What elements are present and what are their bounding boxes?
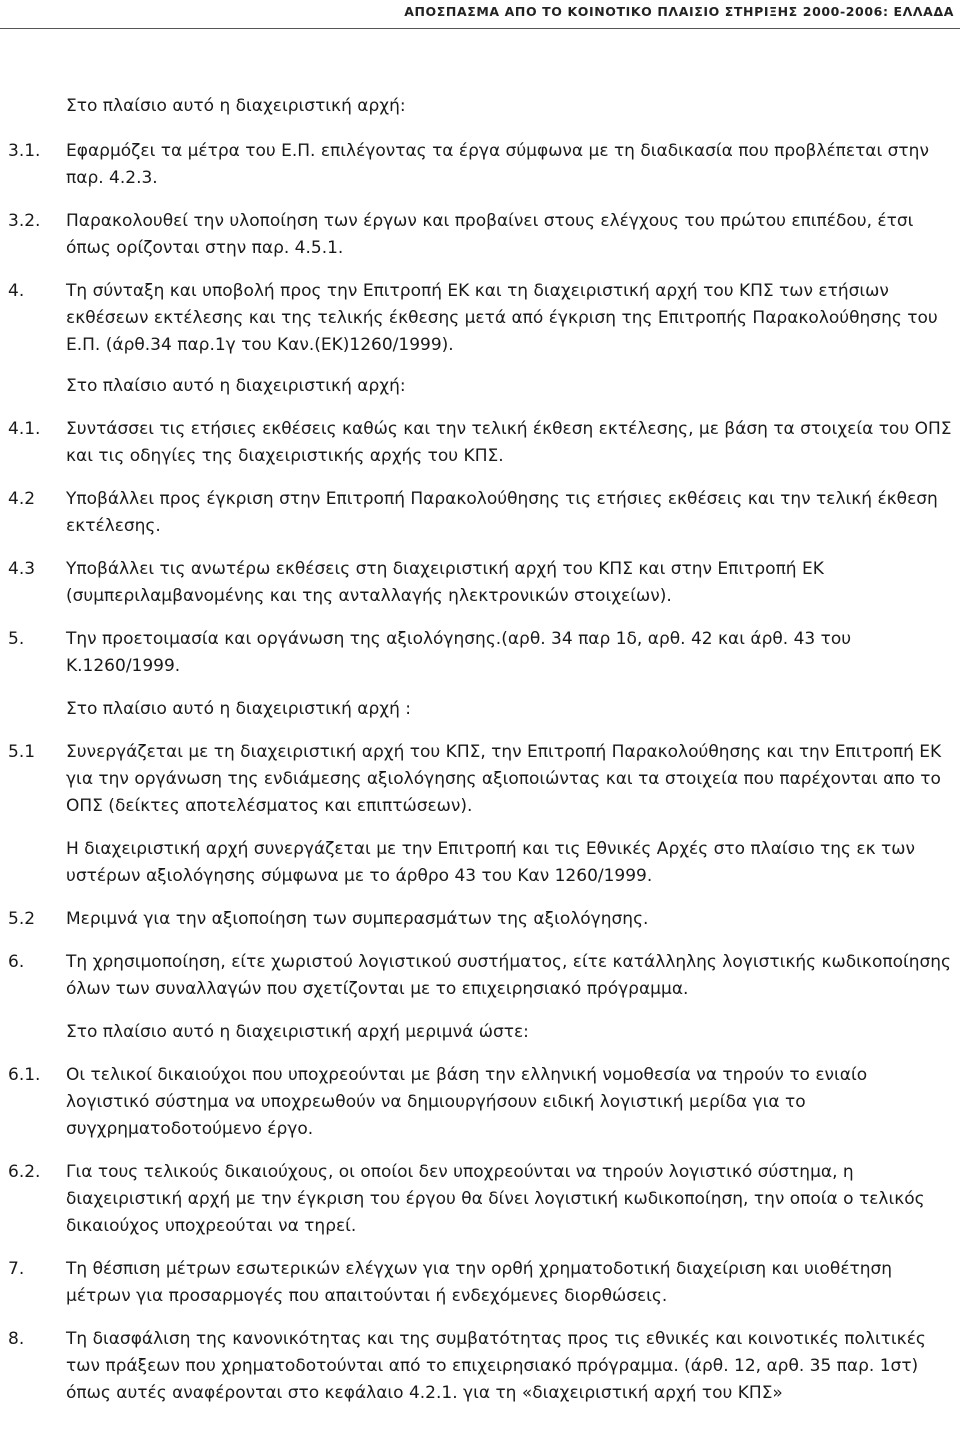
item-number: 4.: [8, 281, 25, 301]
item-text: Τη σύνταξη και υποβολή προς την Επιτροπή ΕΚ και τη διαχειριστική αρχή του ΚΠΣ των ετήσιων εκθέσεων εκτέλεσης και της τελικής έκθεσης μετά από έγκριση της Επιτροπής Παρακολούθησης του Ε.Π. (άρθ.34 παρ.1γ του Καν.(ΕΚ)1260/1999).: [66, 281, 938, 355]
header-divider: [0, 28, 960, 29]
item-text: Υποβάλλει προς έγκριση στην Επιτροπή Παρακολούθησης τις ετήσιες εκθέσεις και την τελική έκθεση εκτέλεσης.: [66, 489, 938, 536]
document-body: [0, 93, 960, 1407]
list-item: [0, 1326, 960, 1407]
item-text: Εφαρμόζει τα μέτρα του Ε.Π. επιλέγοντας τα έργα σύμφωνα με τη διαδικασία που προβλέπεται στην παρ. 4.2.3.: [66, 141, 929, 188]
intro-paragraph: [0, 1019, 960, 1046]
intro-text: Στο πλαίσιο αυτό η διαχειριστική αρχή :: [66, 699, 411, 719]
list-item: [0, 138, 960, 192]
item-text: Συνεργάζεται με τη διαχειριστική αρχή του ΚΠΣ, την Επιτροπή Παρακολούθησης και την Επιτροπή ΕΚ για την οργάνωση της ενδιάμεσης αξιολόγησης αξιοποιώντας και τα στοιχεία που παρέχονται απο το ΟΠΣ (δείκτες αποτελέσματος και επιπτώσεων).: [66, 742, 942, 816]
intro-paragraph: [0, 373, 960, 400]
item-number: 7.: [8, 1259, 25, 1279]
intro-text: Στο πλαίσιο αυτό η διαχειριστική αρχή μεριμνά ώστε:: [66, 1022, 529, 1042]
list-item: [0, 416, 960, 470]
item-text: Τη χρησιμοποίηση, είτε χωριστού λογιστικού συστήματος, είτε κατάλληλης λογιστικής κωδικοποίησης όλων των συναλλαγών που σχετίζονται με το επιχειρησιακό πρόγραμμα.: [66, 952, 952, 999]
list-item: [0, 949, 960, 1003]
item-text: Τη θέσπιση μέτρων εσωτερικών ελέγχων για την ορθή χρηματοδοτική διαχείριση και υιοθέτηση μέτρων για προσαρμογές που απαιτούνται ή ενδεχόμενες διορθώσεις.: [66, 1259, 893, 1306]
item-number: 6.2.: [8, 1162, 41, 1182]
item-text: Υποβάλλει τις ανωτέρω εκθέσεις στη διαχειριστική αρχή του ΚΠΣ και στην Επιτροπή ΕΚ (συμπεριλαμβανομένης και της ανταλλαγής ηλεκτρονικών στοιχείων).: [66, 559, 824, 606]
list-item: [0, 278, 960, 359]
intro-paragraph: [0, 93, 960, 120]
list-item: [0, 486, 960, 540]
list-item: [0, 556, 960, 610]
item-number: 3.1.: [8, 141, 41, 161]
item-number: 4.2: [8, 489, 36, 509]
item-number: 5.2: [8, 909, 36, 929]
item-text: Την προετοιμασία και οργάνωση της αξιολόγησης.(αρθ. 34 παρ 1δ, αρθ. 42 και άρθ. 43 του Κ.1260/1999.: [66, 629, 852, 676]
list-item: [0, 906, 960, 933]
item-text: Για τους τελικούς δικαιούχους, οι οποίοι δεν υποχρεούνται να τηρούν λογιστικό σύστημα, η διαχειριστική αρχή με την έγκριση του έργου θα δίνει λογιστική κωδικοποίηση, την οποία ο τελικός δικαιούχος υποχρεούται να τηρεί.: [66, 1162, 925, 1236]
note-text: Η διαχειριστική αρχή συνεργάζεται με την Επιτροπή και τις Εθνικές Αρχές στο πλαίσιο της εκ των υστέρων αξιολόγησης σύμφωνα με το άρθρο 43 του Καν 1260/1999.: [66, 839, 915, 886]
list-item: [0, 208, 960, 262]
item-text: Τη διασφάλιση της κανονικότητας και της συμβατότητας προς τις εθνικές και κοινοτικές πολιτικές των πράξεων που χρηματοδοτούνται από το επιχειρησιακό πρόγραμμα. (άρθ. 12, αρθ. 35 παρ. 1στ) όπως αυτές αναφέρονται στο κεφάλαιο 4.2.1. για τη «διαχειριστική αρχή του ΚΠΣ»: [66, 1329, 926, 1403]
item-text: Συντάσσει τις ετήσιες εκθέσεις καθώς και την τελική έκθεση εκτέλεσης, με βάση τα στοιχεία του ΟΠΣ και τις οδηγίες της διαχειριστικής αρχής του ΚΠΣ.: [66, 419, 952, 466]
list-item: [0, 1159, 960, 1240]
item-text: Οι τελικοί δικαιούχοι που υποχρεούνται με βάση την ελληνική νομοθεσία να τηρούν το ενιαίο λογιστικό σύστημα να υποχρεωθούν να δημιουργήσουν ειδική λογιστική μερίδα για το συγχρηματοδοτούμενο έργο.: [66, 1065, 868, 1139]
intro-text: Στο πλαίσιο αυτό η διαχειριστική αρχή:: [66, 96, 406, 116]
item-number: 4.1.: [8, 419, 41, 439]
item-text: Μεριμνά για την αξιοποίηση των συμπερασμάτων της αξιολόγησης.: [66, 909, 649, 929]
item-number: 4.3: [8, 559, 36, 579]
item-text: Παρακολουθεί την υλοποίηση των έργων και προβαίνει στους ελέγχους του πρώτου επιπέδου, έτσι όπως ορίζονται στην παρ. 4.5.1.: [66, 211, 914, 258]
item-number: 3.2.: [8, 211, 41, 231]
item-number: 8.: [8, 1329, 25, 1349]
item-number: 5.: [8, 629, 25, 649]
list-item: [0, 739, 960, 820]
item-number: 6.: [8, 952, 25, 972]
intro-text: Στο πλαίσιο αυτό η διαχειριστική αρχή:: [66, 376, 406, 396]
list-item: [0, 626, 960, 680]
item-number: 6.1.: [8, 1065, 41, 1085]
note-paragraph: [0, 836, 960, 890]
list-item: [0, 1062, 960, 1143]
item-number: 5.1: [8, 742, 36, 762]
intro-paragraph: [0, 696, 960, 723]
running-header: ΑΠΟΣΠΑΣΜΑ ΑΠΟ ΤΟ ΚΟΙΝΟΤΙΚΟ ΠΛΑΙΣΙΟ ΣΤΗΡΙΞΗΣ 2000-2006: ΕΛΛΑΔΑ: [404, 4, 954, 19]
list-item: [0, 1256, 960, 1310]
